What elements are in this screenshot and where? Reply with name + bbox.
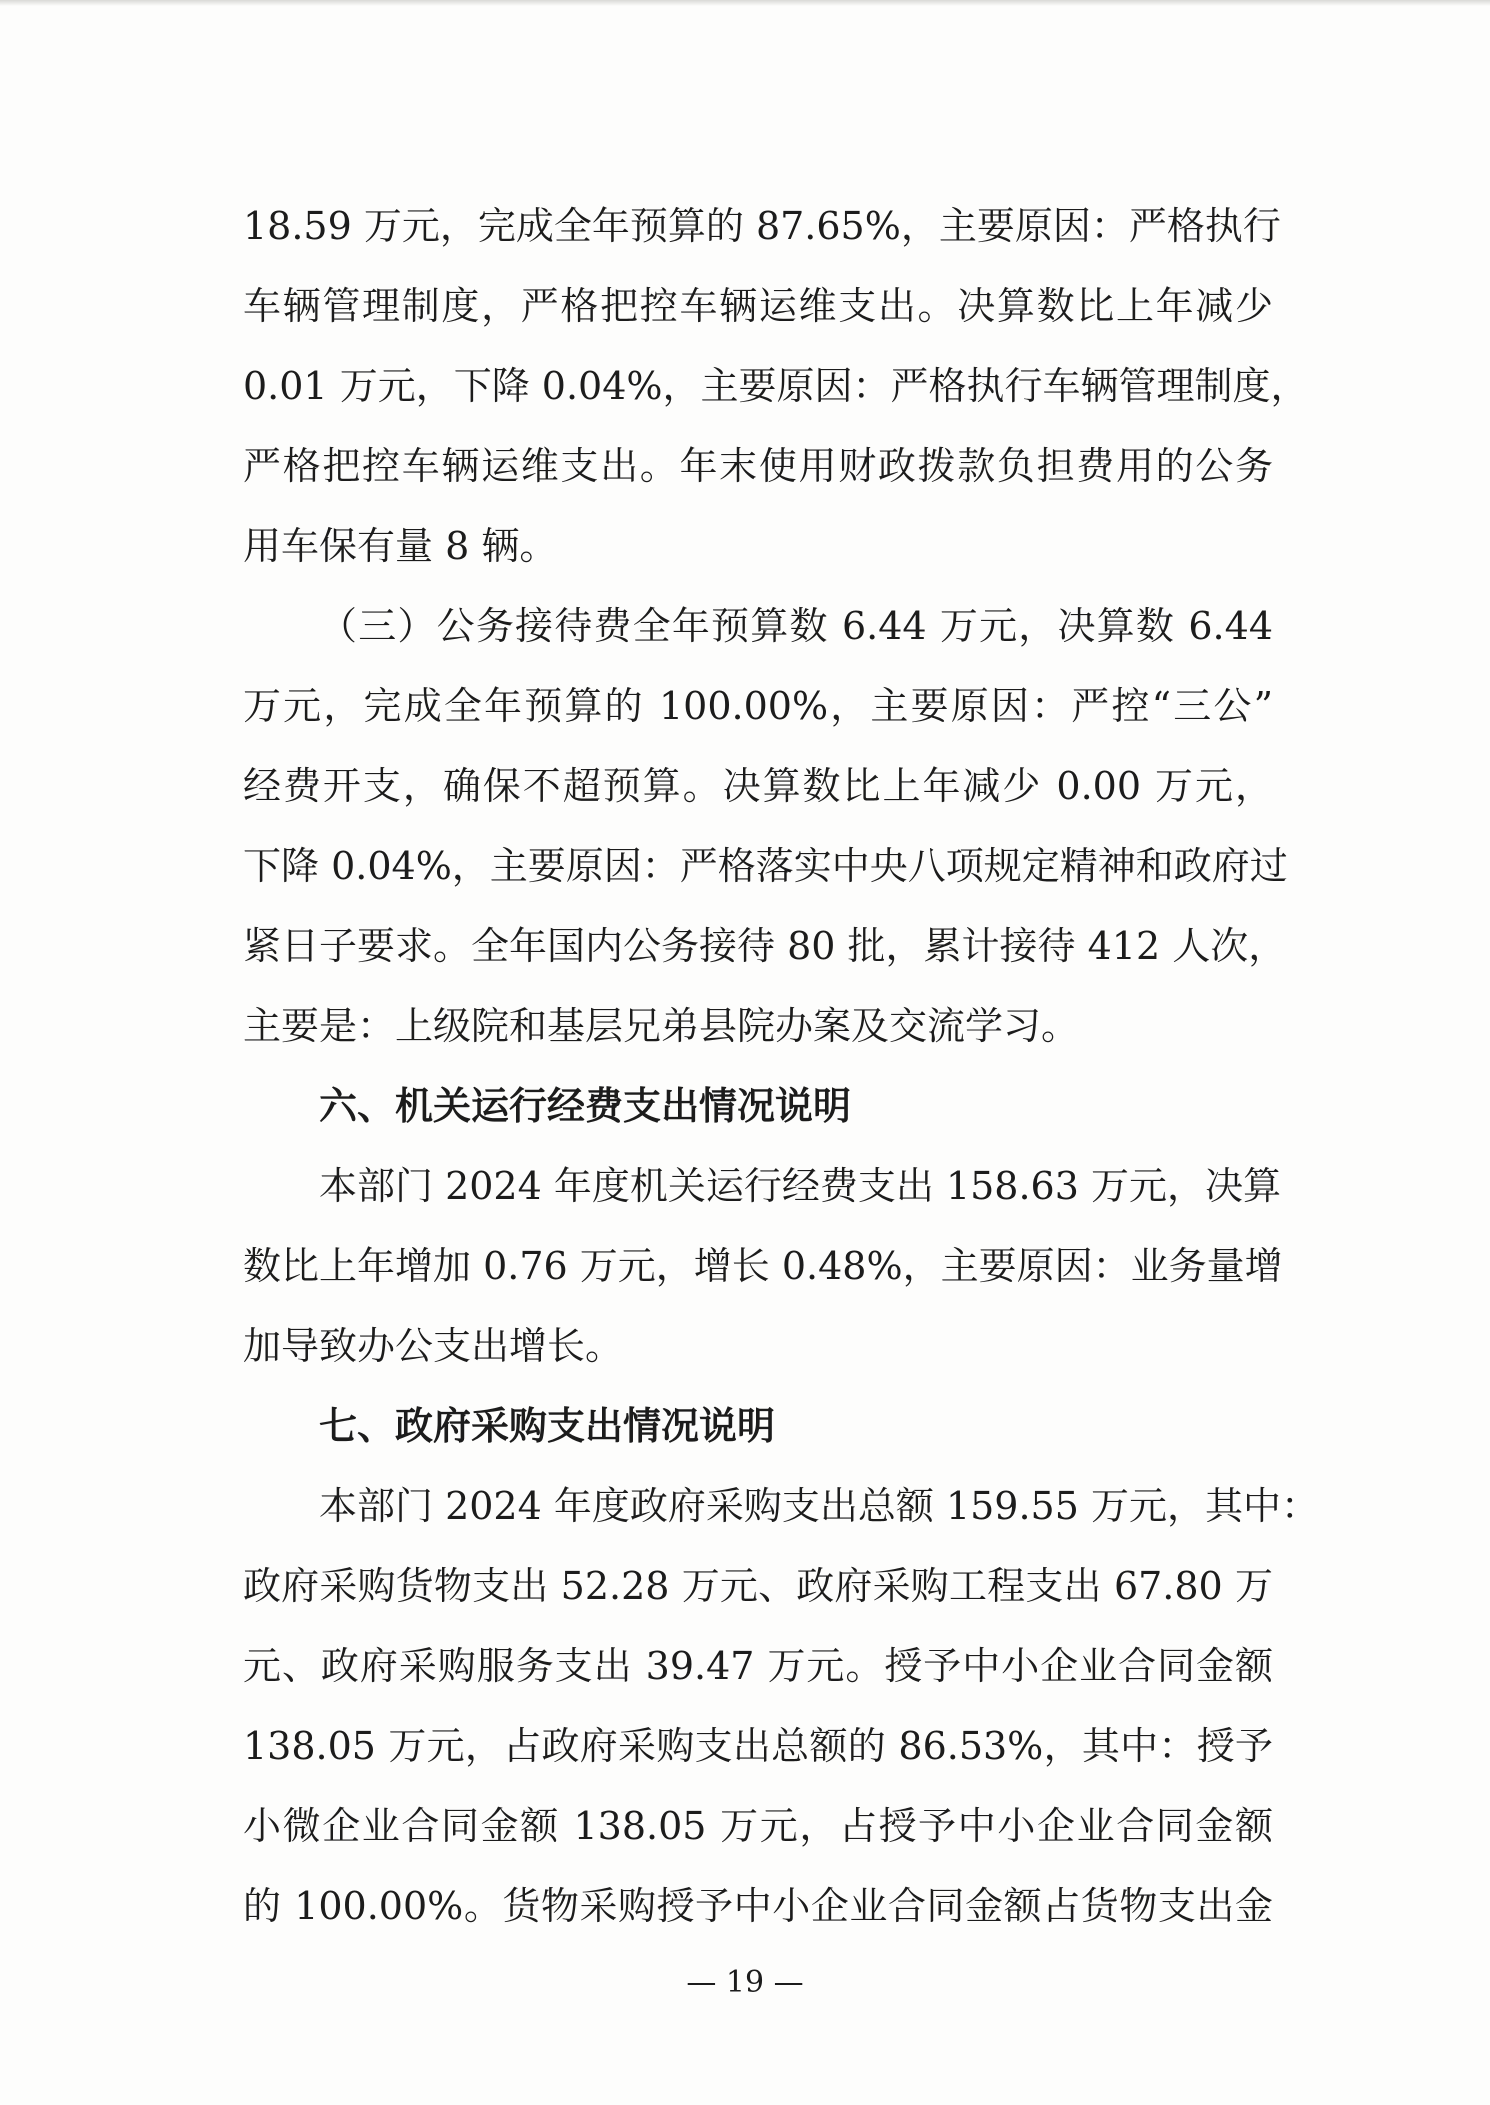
paragraph-line: 主要是：上级院和基层兄弟县院办案及交流学习。 (243, 1004, 1080, 1048)
paragraph-line: 小微企业合同金额 138.05 万元，占授予中小企业合同金额 (243, 1804, 1273, 1848)
paragraph-line: （三）公务接待费全年预算数 6.44 万元，决算数 6.44 (319, 604, 1273, 648)
paragraph-line: 的 100.00%。货物采购授予中小企业合同金额占货物支出金 (243, 1884, 1273, 1928)
paragraph-line: 紧日子要求。全年国内公务接待 80 批，累计接待 412 人次， (243, 924, 1287, 968)
scan-edge (0, 0, 1490, 6)
paragraph-line: 万元，完成全年预算的 100.00%，主要原因：严控“三公” (243, 684, 1273, 728)
paragraph-line: 本部门 2024 年度政府采购支出总额 159.55 万元，其中： (319, 1484, 1319, 1528)
page-number: — 19 — (686, 1965, 804, 2000)
document-body (243, 186, 1319, 1946)
paragraph-line: 下降 0.04%，主要原因：严格落实中央八项规定精神和政府过 (243, 844, 1288, 888)
paragraph-line: 0.01 万元，下降 0.04%，主要原因：严格执行车辆管理制度， (243, 364, 1309, 408)
paragraph-line: 用车保有量 8 辆。 (243, 524, 558, 568)
paragraph-line: 138.05 万元，占政府采购支出总额的 86.53%，其中：授予 (243, 1724, 1273, 1768)
paragraph-line: 元、政府采购服务支出 39.47 万元。授予中小企业合同金额 (243, 1644, 1273, 1688)
paragraph-line: 加导致办公支出增长。 (243, 1324, 624, 1368)
paragraph-line: 车辆管理制度，严格把控车辆运维支出。决算数比上年减少 (243, 284, 1273, 328)
paragraph-line: 18.59 万元，完成全年预算的 87.65%，主要原因：严格执行 (243, 204, 1281, 248)
paragraph-line: 数比上年增加 0.76 万元，增长 0.48%，主要原因：业务量增 (243, 1244, 1283, 1288)
section-heading: 六、机关运行经费支出情况说明 (319, 1084, 852, 1128)
paragraph-line: 本部门 2024 年度机关运行经费支出 158.63 万元，决算 (319, 1164, 1281, 1208)
paragraph-line: 严格把控车辆运维支出。年末使用财政拨款负担费用的公务 (243, 444, 1273, 488)
paragraph-line: 政府采购货物支出 52.28 万元、政府采购工程支出 67.80 万 (243, 1564, 1273, 1608)
paragraph-line: 经费开支，确保不超预算。决算数比上年减少 0.00 万元， (243, 764, 1273, 808)
section-heading: 七、政府采购支出情况说明 (319, 1404, 776, 1448)
